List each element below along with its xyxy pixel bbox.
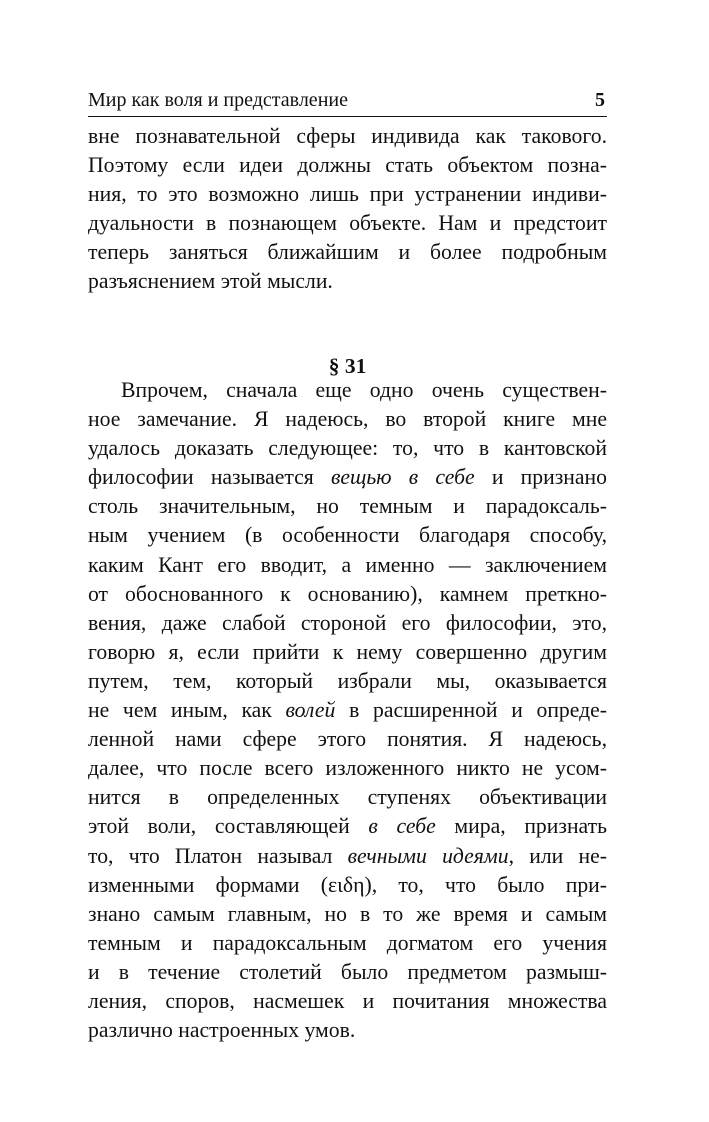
text-line: говорю я, если прийти к нему совершенно другим bbox=[88, 639, 607, 664]
line-text: и признано bbox=[474, 465, 607, 490]
text-line: каким Кант его вводит, а именно — заключением bbox=[88, 552, 607, 577]
emphasized-term: вещью в себе bbox=[330, 465, 475, 490]
text-line: темным и парадоксальным догматом его учения bbox=[88, 930, 607, 955]
text-line: вне познавательной сферы индивида как такового. bbox=[88, 124, 607, 148]
line-text: не чем иным, как bbox=[88, 698, 286, 723]
text-line: ния, то это возможно лишь при устранении индиви- bbox=[88, 182, 607, 207]
paragraph-continuation bbox=[88, 122, 607, 297]
text-line: от обоснованного к основанию), камнем преткно- bbox=[88, 581, 607, 606]
line-text: в расширенной и опреде- bbox=[335, 698, 607, 723]
line-text: этой воли, составляющей bbox=[88, 814, 369, 839]
text-line: различно настроенных умов. bbox=[88, 1018, 356, 1043]
text-line: знано самым главным, но в то же время и самым bbox=[88, 901, 607, 926]
emphasized-term: волей bbox=[285, 698, 336, 723]
text-line: разъяснением этой мысли. bbox=[88, 269, 333, 294]
running-head-title: Мир как воля и представление bbox=[88, 89, 348, 111]
text-line bbox=[88, 842, 607, 871]
text-line: изменными формами (ειδη), то, что было при- bbox=[88, 872, 607, 897]
section-heading: § 31 bbox=[328, 353, 367, 378]
text-line: вения, даже слабой стороной его философии, это, bbox=[88, 610, 607, 635]
line-text: , или не- bbox=[508, 843, 607, 868]
text-line: ления, споров, насмешек и почитания множества bbox=[88, 988, 607, 1013]
text-line: столь значительным, но темным и парадоксаль- bbox=[88, 494, 607, 519]
text-line: удалось доказать следующее: то, что в кантовской bbox=[88, 436, 607, 461]
text-line bbox=[88, 463, 607, 492]
text-line: теперь заняться ближайшим и более подробным bbox=[88, 240, 607, 265]
text-line: путем, тем, который избрали мы, оказывается bbox=[88, 668, 607, 693]
text-line: далее, что после всего изложенного никто не усом- bbox=[88, 756, 607, 781]
text-line: ленной нами сфере этого понятия. Я надеюсь, bbox=[88, 727, 607, 752]
paragraph-section-31 bbox=[88, 376, 607, 1045]
text-line: ным учением (в особенности благодаря способу, bbox=[88, 523, 607, 548]
line-text: философии называется bbox=[88, 465, 331, 490]
text-line: ное замечание. Я надеюсь, во второй книге мне bbox=[88, 407, 607, 432]
text-line bbox=[88, 696, 607, 725]
line-text: то, что Платон называл bbox=[88, 843, 348, 868]
text-line: нится в определенных ступенях объективации bbox=[88, 785, 607, 810]
emphasized-term: в себе bbox=[368, 814, 436, 839]
line-text: мира, признать bbox=[435, 814, 607, 839]
text-line: дуальности в познающем объекте. Нам и предстоит bbox=[88, 211, 607, 236]
text-line: и в течение столетий было предметом размыш- bbox=[88, 959, 607, 984]
text-line bbox=[88, 812, 607, 841]
running-head bbox=[88, 88, 607, 117]
page-number: 5 bbox=[595, 89, 605, 111]
text-line: Впрочем, сначала еще одно очень существен- bbox=[121, 378, 607, 402]
emphasized-term: вечными идеями bbox=[347, 843, 509, 868]
text-line: Поэтому если идеи должны стать объектом позна- bbox=[88, 153, 607, 178]
